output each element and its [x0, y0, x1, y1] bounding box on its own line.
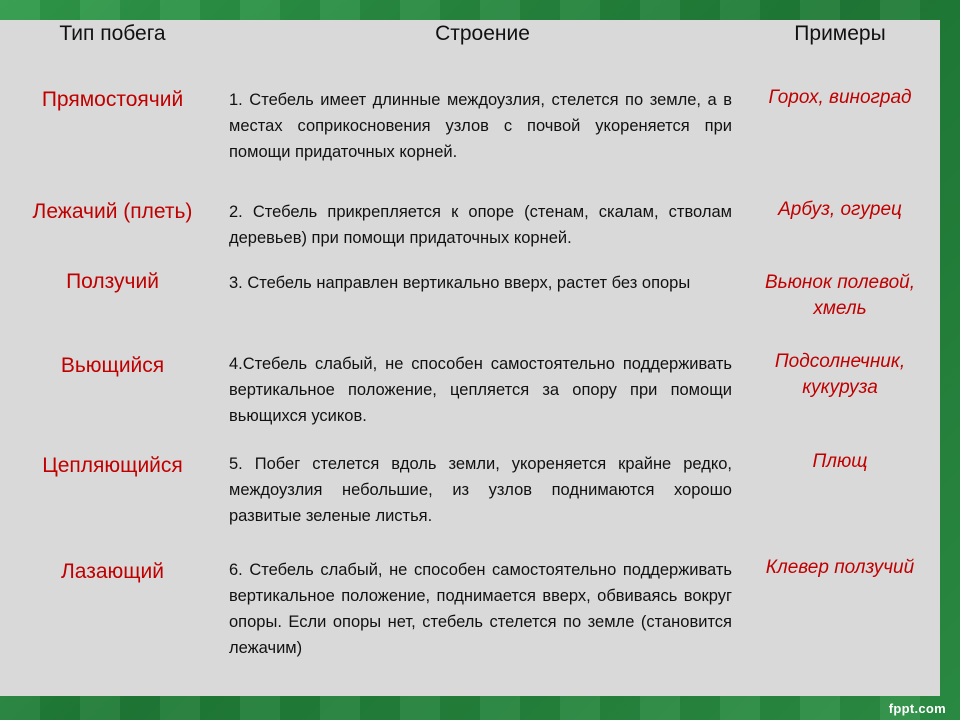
row-1-type: Прямостоячий [41, 88, 184, 111]
slide [0, 20, 940, 696]
shoot-types-table [0, 20, 940, 696]
row-3-examples: Вьюнок полевой, хмель [764, 272, 916, 319]
row-3-type: Ползучий [66, 270, 159, 293]
row-4-structure: 4.Стебель слабый, не способен самостоятельно поддерживать вертикальное положение, цепляется за опору при помощи вьющихся усиков. [229, 355, 732, 425]
row-2-structure: 2. Стебель прикрепляется к опоре (стенам, скалам, стволам деревьев) при помощи придаточных корней. [229, 203, 732, 247]
row-6-type: Лазающий [60, 560, 165, 583]
row-6-structure: 6. Стебель слабый, не способен самостоятельно поддерживать вертикальное положение, поднимается вверх, обвиваясь вокруг опоры. Если опоры нет, стебель стелется по земле (становится лежачим) [229, 561, 732, 657]
row-4-type: Вьющийся [60, 354, 165, 377]
row-1-examples: Горох, виноград [768, 87, 912, 108]
row-1-structure: 1. Стебель имеет длинные междоузлия, стелется по земле, а в местах соприкосновения узлов с почвой укореняется при помощи придаточных корней. [229, 91, 732, 161]
header-examples: Примеры [794, 22, 886, 45]
row-5-structure: 5. Побег стелется вдоль земли, укореняется крайне редко, междоузлия небольшие, из узлов поднимаются хорошо развитые зеленые листья. [229, 455, 732, 525]
row-4-examples: Подсолнечник, кукуруза [774, 351, 906, 398]
row-6-examples: Клевер ползучий [765, 557, 915, 578]
row-2-examples: Арбуз, огурец [778, 199, 902, 220]
row-5-type: Цепляющийся [42, 454, 183, 477]
row-5-examples: Плющ [812, 451, 868, 472]
header-structure: Строение [435, 22, 530, 45]
row-3-structure: 3. Стебель направлен вертикально вверх, растет без опоры [229, 274, 691, 292]
fppt-logo: fppt.com [888, 701, 946, 716]
row-2-type: Лежачий (плеть) [32, 200, 193, 223]
header-type: Тип побега [59, 22, 166, 45]
